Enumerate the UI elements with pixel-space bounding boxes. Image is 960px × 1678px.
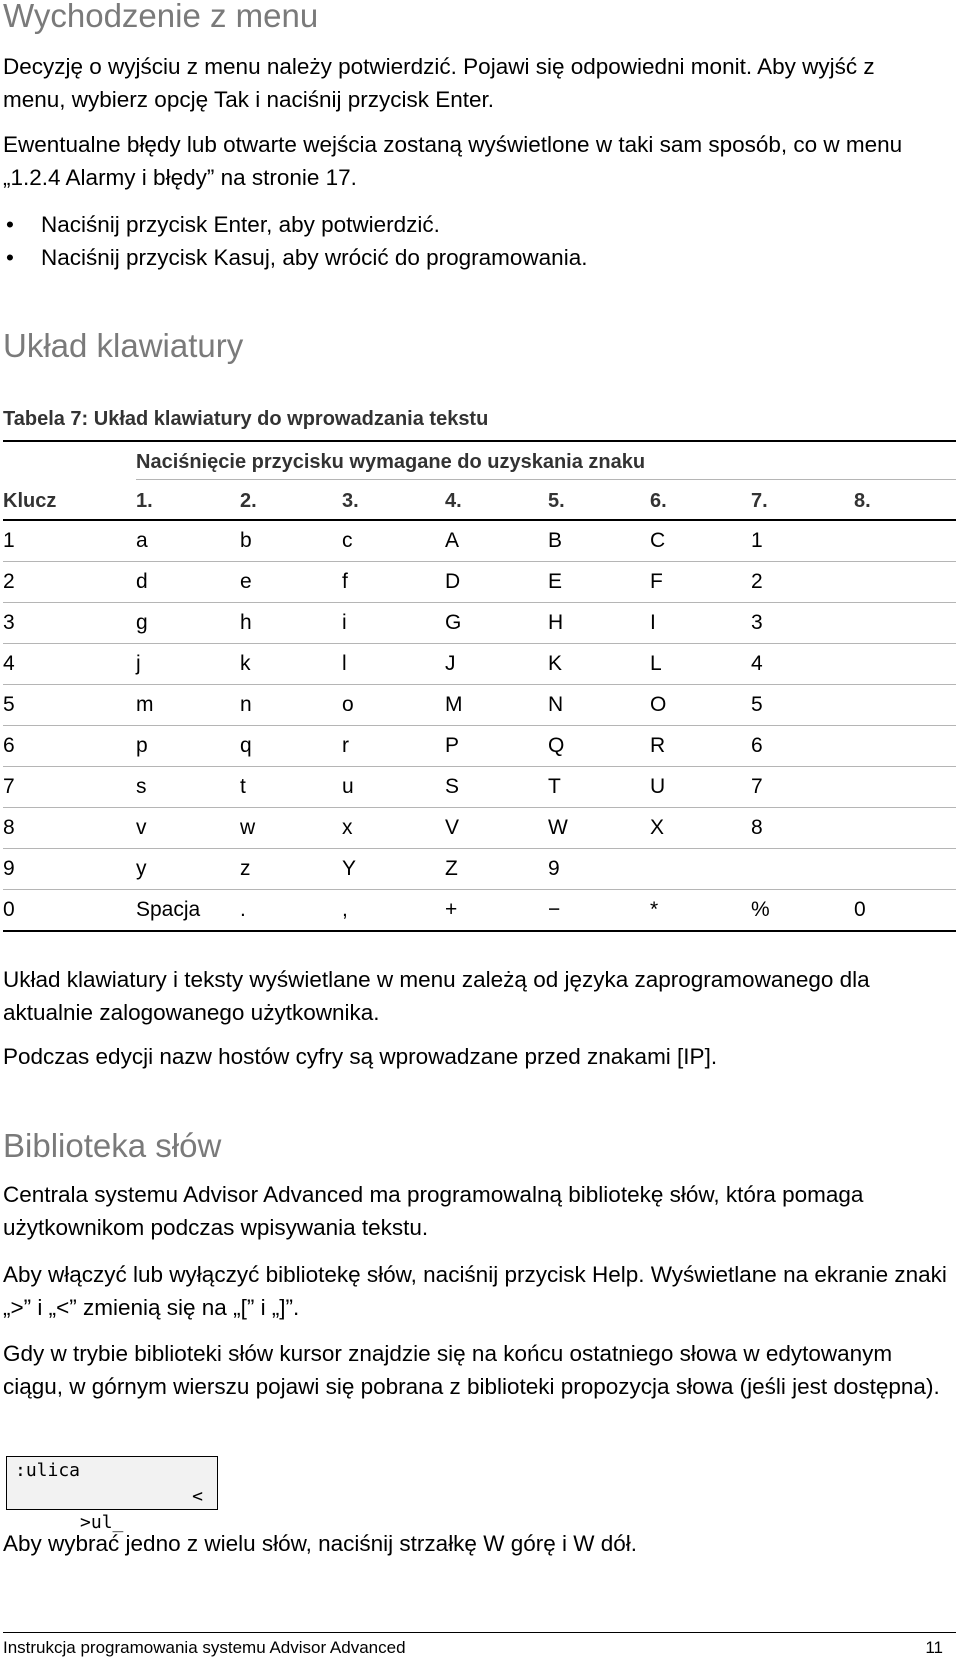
table-row [3,890,956,932]
table-row [3,726,956,767]
table-cell-char: c [342,529,353,552]
paragraph-keyboard-language: Układ klawiatury i teksty wyświetlane w menu zależą od języka zaprogramowanego dla aktualnie zalogowanego użytkownika. [3,967,870,1025]
table-cell-char: v [136,816,147,839]
table-row [3,603,956,644]
table-span-header: Naciśnięcie przycisku wymagane do uzyskania znaku [136,451,646,473]
section-title-exit-menu: Wychodzenie z menu [3,0,319,34]
column-header: 6. [650,490,667,512]
table-cell-char: 5 [751,693,763,716]
table-cell-char: M [445,693,463,716]
footer-rule [3,1632,956,1633]
table-cell-char: j [136,652,141,675]
paragraph-hostnames: Podczas edycji nazw hostów cyfry są wprowadzane przed znakami [IP]. [3,1044,718,1069]
table-cell-char: , [342,898,348,921]
lcd-line-1: :ulica [15,1460,81,1481]
table-row [3,562,956,603]
table-cell-char: Spacja [136,898,201,921]
table-cell-char: 7 [751,775,763,798]
table-row [3,521,956,562]
table-cell-char: L [650,652,662,675]
table-cell-char: h [240,611,252,634]
table-cell-char: 1 [751,529,763,552]
table-cell-key: 2 [3,570,15,593]
table-cell-key: 7 [3,775,15,798]
paragraph-exit-confirm: Decyzję o wyjściu z menu należy potwierdzić. Pojawi się odpowiedni monit. Aby wyjść z menu, wybierz opcję Tak i naciśnij przycisk Enter. [3,54,875,112]
column-header: 5. [548,490,565,512]
lcd-line-2 [15,1484,217,1533]
table-cell-char: Z [445,857,458,880]
table-cell-char: O [650,693,667,716]
table-cell-key: 1 [3,529,15,552]
paragraph-library-intro: Centrala systemu Advisor Advanced ma programowalną bibliotekę słów, która pomaga użytkownikom podczas wpisywania tekstu. [3,1182,864,1240]
table-cell-char: d [136,570,148,593]
table-cell-char: Y [342,857,357,880]
column-header: 8. [854,490,871,512]
section-title-keyboard-layout: Układ klawiatury [3,327,244,364]
table-cell-char: N [548,693,564,716]
column-header: 4. [445,490,462,512]
table-cell-char: q [240,734,252,757]
table-cell-char: F [650,570,663,593]
table-caption: Tabela 7: Układ klawiatury do wprowadzania tekstu [3,408,489,430]
table-cell-char: w [240,816,256,839]
table-cell-char: A [445,529,460,552]
table-cell-char: s [136,775,147,798]
table-cell-char: b [240,529,252,552]
table-top-rule [3,440,956,442]
column-header: 1. [136,490,153,512]
table-cell-char: 9 [548,857,560,880]
lcd-line-2-marker: < [192,1486,203,1507]
bullet-item [3,241,587,274]
paragraph-library-toggle: Aby włączyć lub wyłączyć bibliotekę słów, naciśnij przycisk Help. Wyświetlane na ekranie znaki „>” i „<” zmienią się na „[” i „]”. [3,1262,947,1320]
column-header: 7. [751,490,768,512]
table-cell-char: y [136,857,147,880]
table-header-row [3,484,956,519]
table-cell-key: 8 [3,816,15,839]
table-cell-char: H [548,611,564,634]
table-cell-char: S [445,775,460,798]
table-row [3,808,956,849]
bullet-list-exit [3,208,587,274]
bullet-text: Naciśnij przycisk Kasuj, aby wrócić do programowania. [41,245,588,270]
table-cell-char: C [650,529,666,552]
table-cell-char: 4 [751,652,763,675]
table-cell-char: t [240,775,246,798]
column-header: 2. [240,490,257,512]
table-cell-char: e [240,570,252,593]
table-cell-key: 9 [3,857,15,880]
table-cell-char: % [751,898,770,921]
table-cell-char: p [136,734,148,757]
table-cell-char: R [650,734,666,757]
table-cell-char: 2 [751,570,763,593]
table-cell-char: x [342,816,353,839]
table-cell-char: 0 [854,898,866,921]
table-cell-key: 6 [3,734,15,757]
lcd-display-example [6,1456,218,1533]
paragraph-library-suggestion: Gdy w trybie biblioteki słów kursor znajdzie się na końcu ostatniego słowa w edytowanym ciągu, w górnym wierszu pojawi się pobrana z biblioteki propozycja słowa (jeśli jest dostępna). [3,1341,940,1399]
footer-page-number: 11 [925,1638,943,1657]
table-cell-char: k [240,652,251,675]
table-cell-char: W [548,816,568,839]
table-cell-char: n [240,693,252,716]
table-cell-char: K [548,652,563,675]
table-cell-char: I [650,611,656,634]
table-body [3,521,956,932]
table-cell-char: i [342,611,347,634]
table-cell-char: V [445,816,460,839]
bullet-marker: • [6,212,14,237]
table-cell-char: D [445,570,461,593]
table-cell-char: a [136,529,148,552]
table-row [3,644,956,685]
table-cell-char: u [342,775,354,798]
table-cell-char: E [548,570,563,593]
table-cell-char: g [136,611,148,634]
table-cell-char: . [240,898,246,921]
table-cell-char: m [136,693,154,716]
table-cell-key: 4 [3,652,15,675]
footer-document-title: Instrukcja programowania systemu Advisor Advanced [3,1638,406,1657]
table-cell-char: o [342,693,354,716]
table-cell-char: z [240,857,251,880]
table-cell-char: 6 [751,734,763,757]
table-cell-char: + [445,898,458,921]
table-cell-key: 3 [3,611,15,634]
lcd-line-2-text: >ul_ [80,1512,124,1533]
table-cell-char: 3 [751,611,763,634]
table-cell-char: Q [548,734,565,757]
table-span-rule [136,479,956,480]
paragraph-select-word: Aby wybrać jedno z wielu słów, naciśnij strzałkę W górę i W dół. [3,1531,637,1556]
table-cell-char: − [548,898,561,921]
table-cell-key: 0 [3,898,15,921]
table-cell-char: f [342,570,348,593]
table-row [3,849,956,890]
section-title-word-library: Biblioteka słów [3,1127,222,1164]
table-cell-char: B [548,529,563,552]
table-cell-char: 8 [751,816,763,839]
column-header: 3. [342,490,359,512]
column-header: Klucz [3,490,57,512]
table-cell-char: J [445,652,456,675]
table-cell-char: l [342,652,347,675]
table-row [3,767,956,808]
table-cell-char: * [650,898,659,921]
bullet-item [3,208,587,241]
table-cell-char: G [445,611,462,634]
bullet-text: Naciśnij przycisk Enter, aby potwierdzić. [41,212,440,237]
table-cell-char: X [650,816,665,839]
table-cell-char: U [650,775,666,798]
table-cell-char: T [548,775,561,798]
bullet-marker: • [6,245,14,270]
paragraph-exit-errors: Ewentualne błędy lub otwarte wejścia zostaną wyświetlone w taki sam sposób, co w menu „1.2.4 Alarmy i błędy” na stronie 17. [3,132,903,190]
table-cell-char: r [342,734,349,757]
table-cell-char: P [445,734,460,757]
table-row [3,685,956,726]
table-cell-key: 5 [3,693,15,716]
